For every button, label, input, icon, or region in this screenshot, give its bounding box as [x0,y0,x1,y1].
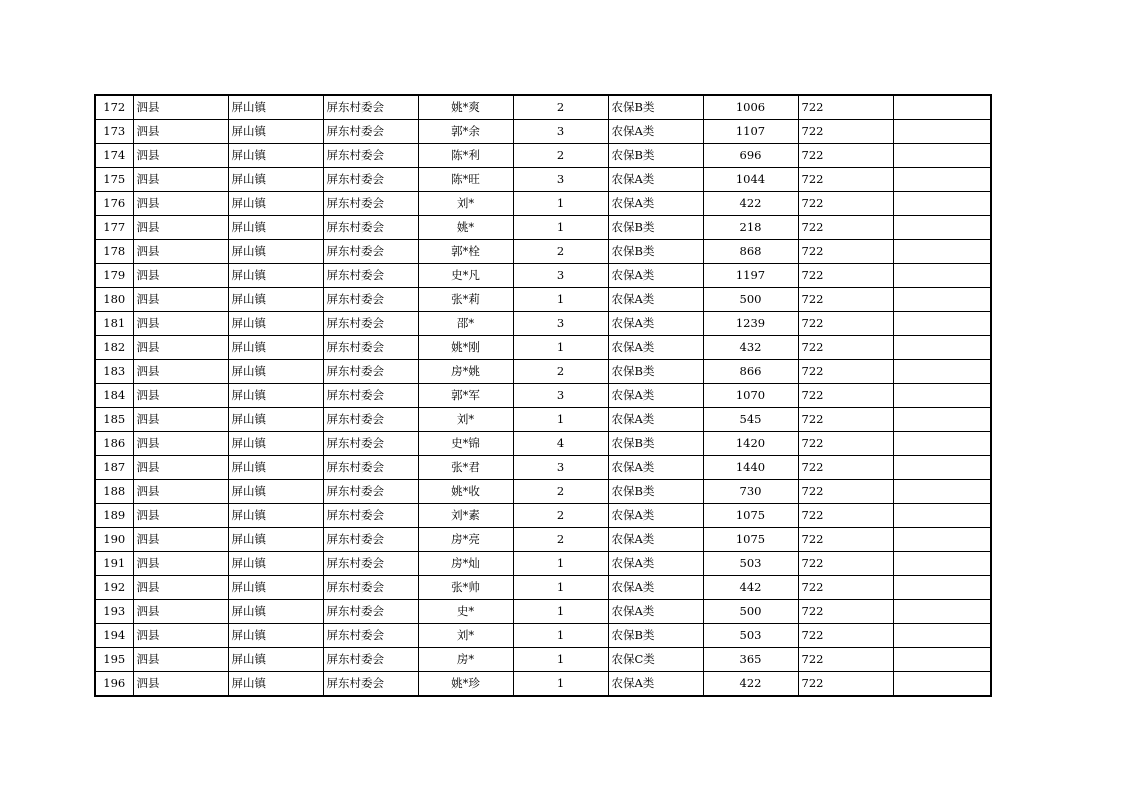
persons-cell: 3 [513,168,608,192]
category-cell: 农保B类 [608,480,703,504]
table-row [95,504,991,528]
county-cell: 泗县 [133,312,228,336]
standard-cell: 722 [798,552,893,576]
table-row [95,432,991,456]
name-cell: 房*姚 [418,360,513,384]
note-cell [893,312,991,336]
name-cell: 房*亮 [418,528,513,552]
town-cell: 屏山镇 [228,192,323,216]
row-number-cell: 193 [95,600,133,624]
name-cell: 郭*栓 [418,240,513,264]
table-row [95,216,991,240]
town-cell: 屏山镇 [228,336,323,360]
name-cell: 刘* [418,624,513,648]
row-number-cell: 181 [95,312,133,336]
amount-cell: 432 [703,336,798,360]
name-cell: 刘* [418,192,513,216]
row-number-cell: 189 [95,504,133,528]
standard-cell: 722 [798,288,893,312]
standard-cell: 722 [798,120,893,144]
standard-cell: 722 [798,576,893,600]
name-cell: 张*帅 [418,576,513,600]
row-number-cell: 174 [95,144,133,168]
county-cell: 泗县 [133,264,228,288]
persons-cell: 2 [513,360,608,384]
category-cell: 农保A类 [608,312,703,336]
standard-cell: 722 [798,312,893,336]
table-row [95,528,991,552]
category-cell: 农保A类 [608,504,703,528]
name-cell: 姚* [418,216,513,240]
town-cell: 屏山镇 [228,432,323,456]
county-cell: 泗县 [133,192,228,216]
amount-cell: 545 [703,408,798,432]
persons-cell: 3 [513,384,608,408]
amount-cell: 500 [703,600,798,624]
standard-cell: 722 [798,672,893,697]
note-cell [893,456,991,480]
name-cell: 房* [418,648,513,672]
village-cell: 屏东村委会 [323,240,418,264]
town-cell: 屏山镇 [228,120,323,144]
name-cell: 史*锦 [418,432,513,456]
row-number-cell: 195 [95,648,133,672]
table-row [95,360,991,384]
amount-cell: 500 [703,288,798,312]
note-cell [893,528,991,552]
town-cell: 屏山镇 [228,288,323,312]
note-cell [893,648,991,672]
town-cell: 屏山镇 [228,95,323,120]
table-row [95,120,991,144]
category-cell: 农保B类 [608,144,703,168]
village-cell: 屏东村委会 [323,672,418,697]
county-cell: 泗县 [133,336,228,360]
persons-cell: 1 [513,576,608,600]
village-cell: 屏东村委会 [323,144,418,168]
persons-cell: 3 [513,120,608,144]
standard-cell: 722 [798,600,893,624]
town-cell: 屏山镇 [228,456,323,480]
standard-cell: 722 [798,95,893,120]
standard-cell: 722 [798,168,893,192]
name-cell: 张*莉 [418,288,513,312]
row-number-cell: 183 [95,360,133,384]
amount-cell: 442 [703,576,798,600]
note-cell [893,672,991,697]
category-cell: 农保A类 [608,120,703,144]
row-number-cell: 173 [95,120,133,144]
persons-cell: 2 [513,528,608,552]
amount-cell: 730 [703,480,798,504]
county-cell: 泗县 [133,672,228,697]
row-number-cell: 188 [95,480,133,504]
note-cell [893,600,991,624]
town-cell: 屏山镇 [228,216,323,240]
table-row [95,456,991,480]
village-cell: 屏东村委会 [323,120,418,144]
village-cell: 屏东村委会 [323,480,418,504]
amount-cell: 1075 [703,504,798,528]
amount-cell: 1044 [703,168,798,192]
table-row [95,192,991,216]
standard-cell: 722 [798,504,893,528]
row-number-cell: 190 [95,528,133,552]
persons-cell: 1 [513,336,608,360]
note-cell [893,624,991,648]
village-cell: 屏东村委会 [323,264,418,288]
county-cell: 泗县 [133,95,228,120]
name-cell: 郭*军 [418,384,513,408]
village-cell: 屏东村委会 [323,504,418,528]
standard-cell: 722 [798,624,893,648]
standard-cell: 722 [798,528,893,552]
village-cell: 屏东村委会 [323,312,418,336]
persons-cell: 1 [513,216,608,240]
note-cell [893,192,991,216]
category-cell: 农保B类 [608,95,703,120]
county-cell: 泗县 [133,432,228,456]
benefit-table [94,94,992,697]
county-cell: 泗县 [133,408,228,432]
town-cell: 屏山镇 [228,552,323,576]
note-cell [893,480,991,504]
village-cell: 屏东村委会 [323,168,418,192]
name-cell: 郭*余 [418,120,513,144]
persons-cell: 3 [513,312,608,336]
row-number-cell: 175 [95,168,133,192]
category-cell: 农保C类 [608,648,703,672]
amount-cell: 868 [703,240,798,264]
village-cell: 屏东村委会 [323,624,418,648]
persons-cell: 1 [513,288,608,312]
category-cell: 农保A类 [608,408,703,432]
town-cell: 屏山镇 [228,504,323,528]
table-row [95,336,991,360]
town-cell: 屏山镇 [228,312,323,336]
row-number-cell: 186 [95,432,133,456]
amount-cell: 503 [703,624,798,648]
persons-cell: 2 [513,504,608,528]
county-cell: 泗县 [133,120,228,144]
village-cell: 屏东村委会 [323,288,418,312]
town-cell: 屏山镇 [228,168,323,192]
persons-cell: 1 [513,408,608,432]
table-row [95,264,991,288]
village-cell: 屏东村委会 [323,600,418,624]
town-cell: 屏山镇 [228,384,323,408]
note-cell [893,552,991,576]
table-row [95,144,991,168]
persons-cell: 3 [513,264,608,288]
persons-cell: 2 [513,95,608,120]
county-cell: 泗县 [133,456,228,480]
row-number-cell: 194 [95,624,133,648]
table-row [95,648,991,672]
town-cell: 屏山镇 [228,648,323,672]
table-row [95,312,991,336]
standard-cell: 722 [798,648,893,672]
county-cell: 泗县 [133,144,228,168]
row-number-cell: 177 [95,216,133,240]
persons-cell: 1 [513,600,608,624]
village-cell: 屏东村委会 [323,95,418,120]
standard-cell: 722 [798,216,893,240]
name-cell: 邵* [418,312,513,336]
row-number-cell: 191 [95,552,133,576]
row-number-cell: 196 [95,672,133,697]
town-cell: 屏山镇 [228,624,323,648]
category-cell: 农保A类 [608,264,703,288]
table-row [95,600,991,624]
town-cell: 屏山镇 [228,600,323,624]
name-cell: 刘* [418,408,513,432]
town-cell: 屏山镇 [228,264,323,288]
amount-cell: 365 [703,648,798,672]
table-row [95,288,991,312]
persons-cell: 2 [513,480,608,504]
category-cell: 农保A类 [608,600,703,624]
town-cell: 屏山镇 [228,576,323,600]
village-cell: 屏东村委会 [323,408,418,432]
table-row [95,576,991,600]
name-cell: 姚*刚 [418,336,513,360]
persons-cell: 3 [513,456,608,480]
note-cell [893,216,991,240]
row-number-cell: 192 [95,576,133,600]
standard-cell: 722 [798,408,893,432]
standard-cell: 722 [798,432,893,456]
county-cell: 泗县 [133,624,228,648]
standard-cell: 722 [798,384,893,408]
amount-cell: 422 [703,192,798,216]
county-cell: 泗县 [133,576,228,600]
amount-cell: 1006 [703,95,798,120]
category-cell: 农保A类 [608,528,703,552]
county-cell: 泗县 [133,552,228,576]
town-cell: 屏山镇 [228,672,323,697]
persons-cell: 1 [513,672,608,697]
category-cell: 农保A类 [608,168,703,192]
row-number-cell: 185 [95,408,133,432]
category-cell: 农保A类 [608,672,703,697]
persons-cell: 4 [513,432,608,456]
name-cell: 姚*爽 [418,95,513,120]
category-cell: 农保A类 [608,384,703,408]
amount-cell: 1420 [703,432,798,456]
amount-cell: 503 [703,552,798,576]
note-cell [893,95,991,120]
amount-cell: 1197 [703,264,798,288]
standard-cell: 722 [798,240,893,264]
village-cell: 屏东村委会 [323,456,418,480]
note-cell [893,432,991,456]
standard-cell: 722 [798,144,893,168]
village-cell: 屏东村委会 [323,384,418,408]
town-cell: 屏山镇 [228,144,323,168]
persons-cell: 1 [513,552,608,576]
amount-cell: 1075 [703,528,798,552]
county-cell: 泗县 [133,384,228,408]
village-cell: 屏东村委会 [323,648,418,672]
town-cell: 屏山镇 [228,528,323,552]
persons-cell: 2 [513,144,608,168]
category-cell: 农保B类 [608,216,703,240]
row-number-cell: 178 [95,240,133,264]
persons-cell: 1 [513,624,608,648]
row-number-cell: 179 [95,264,133,288]
name-cell: 史*凡 [418,264,513,288]
village-cell: 屏东村委会 [323,192,418,216]
standard-cell: 722 [798,192,893,216]
note-cell [893,120,991,144]
town-cell: 屏山镇 [228,360,323,384]
village-cell: 屏东村委会 [323,576,418,600]
note-cell [893,336,991,360]
standard-cell: 722 [798,456,893,480]
note-cell [893,504,991,528]
table-row [95,624,991,648]
note-cell [893,168,991,192]
note-cell [893,144,991,168]
amount-cell: 1070 [703,384,798,408]
town-cell: 屏山镇 [228,240,323,264]
table-row [95,552,991,576]
county-cell: 泗县 [133,216,228,240]
row-number-cell: 176 [95,192,133,216]
table-row [95,672,991,697]
county-cell: 泗县 [133,288,228,312]
note-cell [893,408,991,432]
category-cell: 农保A类 [608,576,703,600]
note-cell [893,384,991,408]
amount-cell: 422 [703,672,798,697]
row-number-cell: 184 [95,384,133,408]
amount-cell: 696 [703,144,798,168]
note-cell [893,240,991,264]
row-number-cell: 182 [95,336,133,360]
name-cell: 刘*素 [418,504,513,528]
table-row [95,408,991,432]
table-row [95,240,991,264]
table-row [95,384,991,408]
name-cell: 张*君 [418,456,513,480]
village-cell: 屏东村委会 [323,360,418,384]
table-row [95,95,991,120]
standard-cell: 722 [798,264,893,288]
amount-cell: 1107 [703,120,798,144]
category-cell: 农保B类 [608,432,703,456]
standard-cell: 722 [798,480,893,504]
persons-cell: 1 [513,192,608,216]
county-cell: 泗县 [133,240,228,264]
amount-cell: 218 [703,216,798,240]
village-cell: 屏东村委会 [323,528,418,552]
county-cell: 泗县 [133,528,228,552]
persons-cell: 2 [513,240,608,264]
county-cell: 泗县 [133,168,228,192]
name-cell: 房*灿 [418,552,513,576]
town-cell: 屏山镇 [228,480,323,504]
amount-cell: 1239 [703,312,798,336]
table-row [95,480,991,504]
note-cell [893,288,991,312]
category-cell: 农保A类 [608,288,703,312]
category-cell: 农保B类 [608,240,703,264]
row-number-cell: 172 [95,95,133,120]
table-body [95,95,991,696]
town-cell: 屏山镇 [228,408,323,432]
county-cell: 泗县 [133,480,228,504]
name-cell: 陈*利 [418,144,513,168]
village-cell: 屏东村委会 [323,216,418,240]
category-cell: 农保A类 [608,456,703,480]
name-cell: 姚*收 [418,480,513,504]
row-number-cell: 180 [95,288,133,312]
standard-cell: 722 [798,360,893,384]
category-cell: 农保A类 [608,552,703,576]
name-cell: 史* [418,600,513,624]
county-cell: 泗县 [133,600,228,624]
name-cell: 姚*珍 [418,672,513,697]
note-cell [893,576,991,600]
category-cell: 农保B类 [608,360,703,384]
table-row [95,168,991,192]
county-cell: 泗县 [133,360,228,384]
row-number-cell: 187 [95,456,133,480]
standard-cell: 722 [798,336,893,360]
note-cell [893,360,991,384]
amount-cell: 1440 [703,456,798,480]
county-cell: 泗县 [133,648,228,672]
county-cell: 泗县 [133,504,228,528]
village-cell: 屏东村委会 [323,552,418,576]
name-cell: 陈*旺 [418,168,513,192]
category-cell: 农保B类 [608,624,703,648]
category-cell: 农保A类 [608,336,703,360]
village-cell: 屏东村委会 [323,336,418,360]
persons-cell: 1 [513,648,608,672]
category-cell: 农保A类 [608,192,703,216]
village-cell: 屏东村委会 [323,432,418,456]
amount-cell: 866 [703,360,798,384]
note-cell [893,264,991,288]
